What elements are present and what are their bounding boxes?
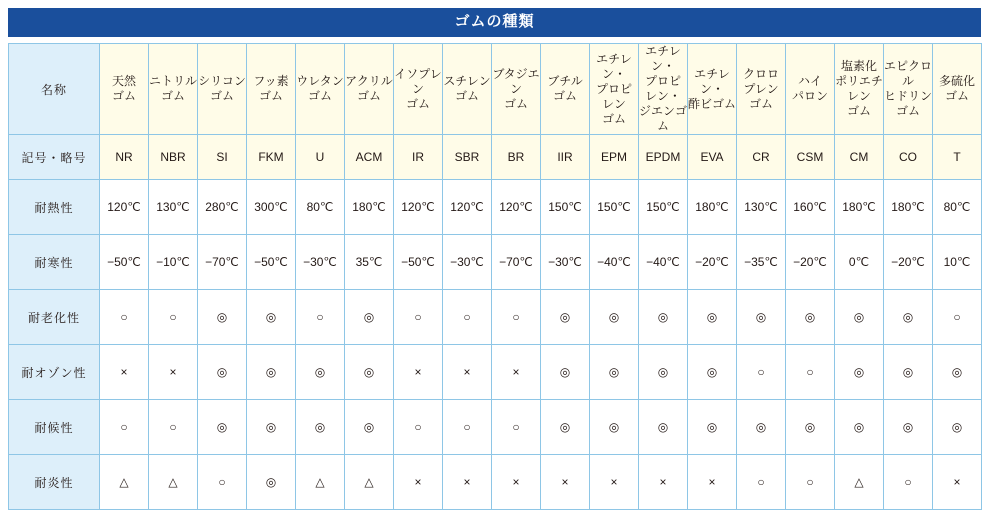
column-header-line: ゴム [258,89,283,103]
row-label-name: 名称 [9,44,100,135]
cold-value: −35℃ [737,235,786,290]
ozone-mark: ◎ [933,345,982,400]
weather-mark: ◎ [688,400,737,455]
table-row-abbr [9,135,982,180]
cold-value: −20℃ [786,235,835,290]
row-label-abbr: 記号・略号 [9,135,100,180]
aging-mark: ○ [100,290,149,345]
aging-mark: ○ [492,290,541,345]
weather-mark: ○ [149,400,198,455]
ozone-mark: ◎ [296,345,345,400]
ozone-mark: × [492,345,541,400]
heat-value: 130℃ [737,180,786,235]
flame-mark: △ [296,455,345,510]
abbr-cell: NR [100,135,149,180]
flame-mark: × [590,455,639,510]
cold-value: −50℃ [247,235,296,290]
heat-value: 120℃ [443,180,492,235]
weather-mark: ◎ [345,400,394,455]
column-header-line: ジエンゴム [639,104,688,133]
cold-value: −10℃ [149,235,198,290]
column-header-line: パロン [791,89,828,103]
heat-value: 280℃ [198,180,247,235]
aging-mark: ◎ [835,290,884,345]
heat-value: 120℃ [394,180,443,235]
abbr-cell: EPDM [639,135,688,180]
aging-mark: ◎ [737,290,786,345]
flame-mark: × [688,455,737,510]
cold-value: −70℃ [492,235,541,290]
weather-mark: ◎ [296,400,345,455]
ozone-mark: ◎ [639,345,688,400]
flame-mark: ○ [737,455,786,510]
column-header-line: ゴム [944,89,969,103]
table-row-weather [9,400,982,455]
heat-value: 160℃ [786,180,835,235]
cold-value: −50℃ [394,235,443,290]
page-title: ゴムの種類 [8,8,981,37]
ozone-mark: ○ [737,345,786,400]
column-header-acm [345,44,394,135]
column-header-line: プロピレン [595,81,632,111]
abbr-cell: SBR [443,135,492,180]
abbr-cell: U [296,135,345,180]
cold-value: −20℃ [688,235,737,290]
column-header-line: ゴム [454,89,479,103]
abbr-cell: SI [198,135,247,180]
abbr-cell: CSM [786,135,835,180]
table-row-ozone [9,345,982,400]
ozone-mark: ◎ [688,345,737,400]
column-header-line: エチレン・ [596,51,632,81]
column-header-line: ポリエチレン [835,74,883,103]
aging-mark: ◎ [786,290,835,345]
column-header-line: ゴム [503,96,528,111]
heat-value: 180℃ [835,180,884,235]
column-header-line: 塩素化 [840,59,877,73]
column-header-line: ブチル [547,74,583,88]
abbr-cell: CR [737,135,786,180]
column-header-line: ゴム [552,89,577,103]
column-header-line: エピクロル [884,59,933,88]
flame-mark: × [541,455,590,510]
row-label-flame: 耐炎性 [9,455,100,510]
cold-value: −40℃ [590,235,639,290]
row-label-aging: 耐老化性 [9,290,100,345]
cold-value: 35℃ [345,235,394,290]
flame-mark: ○ [198,455,247,510]
abbr-cell: EPM [590,135,639,180]
column-header-t [933,44,982,135]
weather-mark: ◎ [737,400,786,455]
ozone-mark: ◎ [247,345,296,400]
ozone-mark: × [394,345,443,400]
column-header-line: ゴム [160,89,185,103]
column-header-nr [100,44,149,135]
column-header-line: 多硫化 [938,74,975,88]
flame-mark: × [443,455,492,510]
flame-mark: × [639,455,688,510]
column-header-line: ゴム [307,89,332,103]
column-header-line: イソプレン [394,66,442,96]
column-header-line: プロピレン・ [644,74,681,103]
ozone-mark: ◎ [835,345,884,400]
column-header-u [296,44,345,135]
heat-value: 180℃ [345,180,394,235]
column-header-line: エチレン・ [645,44,681,73]
column-header-eva [688,44,737,135]
heat-value: 150℃ [541,180,590,235]
column-header-epdm [639,44,688,135]
heat-value: 180℃ [688,180,737,235]
column-header-epm [590,44,639,135]
weather-mark: ◎ [884,400,933,455]
weather-mark: ◎ [541,400,590,455]
column-header-line: ゴム [846,104,871,118]
abbr-cell: IR [394,135,443,180]
ozone-mark: ◎ [590,345,639,400]
column-header-line: ニトリル [149,74,198,88]
aging-mark: ◎ [345,290,394,345]
cold-value: 0℃ [835,235,884,290]
table-row-aging [9,290,982,345]
heat-value: 300℃ [247,180,296,235]
heat-value: 120℃ [100,180,149,235]
flame-mark: △ [835,455,884,510]
column-header-sbr [443,44,492,135]
weather-mark: ◎ [933,400,982,455]
flame-mark: ○ [786,455,835,510]
column-header-line: ゴム [601,111,626,126]
column-header-si [198,44,247,135]
row-label-weather: 耐候性 [9,400,100,455]
column-header-cm [835,44,884,135]
column-header-line: ウレタン [296,74,344,88]
weather-mark: ○ [394,400,443,455]
column-header-line: フッ素 [253,74,289,88]
aging-mark: ○ [296,290,345,345]
column-header-nbr [149,44,198,135]
abbr-cell: FKM [247,135,296,180]
ozone-mark: × [443,345,492,400]
column-header-line: ゴム [748,96,773,111]
aging-mark: ◎ [590,290,639,345]
flame-mark: × [933,455,982,510]
aging-mark: ◎ [247,290,296,345]
flame-mark: × [394,455,443,510]
column-header-line: ゴム [111,89,136,103]
weather-mark: ◎ [590,400,639,455]
aging-mark: ○ [933,290,982,345]
column-header-cr [737,44,786,135]
column-header-line: ゴム [895,104,920,118]
column-header-fkm [247,44,296,135]
column-header-co [884,44,933,135]
table-row-heat [9,180,982,235]
table-row-name [9,44,982,135]
column-header-br [492,44,541,135]
cold-value: −30℃ [296,235,345,290]
column-header-line: 酢ビゴム [688,96,737,111]
aging-mark: ◎ [639,290,688,345]
cold-value: −40℃ [639,235,688,290]
weather-mark: ◎ [835,400,884,455]
rubber-properties-table [8,43,982,510]
flame-mark: △ [100,455,149,510]
column-header-line: ゴム [356,89,381,103]
weather-mark: ◎ [639,400,688,455]
aging-mark: ◎ [884,290,933,345]
weather-mark: ○ [443,400,492,455]
cold-value: −30℃ [541,235,590,290]
aging-mark: ○ [394,290,443,345]
heat-value: 150℃ [590,180,639,235]
cold-value: −20℃ [884,235,933,290]
abbr-cell: IIR [541,135,590,180]
column-header-line: 天然 [111,74,136,88]
cold-value: 10℃ [933,235,982,290]
flame-mark: △ [345,455,394,510]
aging-mark: ◎ [198,290,247,345]
row-label-cold: 耐寒性 [9,235,100,290]
heat-value: 150℃ [639,180,688,235]
column-header-line: シリコン [198,74,246,88]
ozone-mark: ◎ [345,345,394,400]
abbr-cell: BR [492,135,541,180]
aging-mark: ○ [443,290,492,345]
heat-value: 80℃ [296,180,345,235]
ozone-mark: × [149,345,198,400]
cold-value: −30℃ [443,235,492,290]
abbr-cell: CM [835,135,884,180]
aging-mark: ◎ [541,290,590,345]
flame-mark: ◎ [247,455,296,510]
flame-mark: ○ [884,455,933,510]
weather-mark: ◎ [247,400,296,455]
abbr-cell: NBR [149,135,198,180]
abbr-cell: ACM [345,135,394,180]
row-label-heat: 耐熱性 [9,180,100,235]
column-header-line: ハイ [797,74,822,88]
flame-mark: × [492,455,541,510]
cold-value: −50℃ [100,235,149,290]
column-header-line: ゴム [405,96,430,111]
heat-value: 80℃ [933,180,982,235]
column-header-line: ヒドリン [884,89,933,103]
column-header-iir [541,44,590,135]
abbr-cell: T [933,135,982,180]
column-header-ir [394,44,443,135]
column-header-line: アクリル [345,74,393,88]
column-header-line: クロロ [742,66,779,81]
column-header-line: エチレン・ [694,66,730,96]
weather-mark: ○ [100,400,149,455]
table-row-cold [9,235,982,290]
ozone-mark: ◎ [541,345,590,400]
heat-value: 180℃ [884,180,933,235]
column-header-line: スチレン [443,74,491,88]
ozone-mark: × [100,345,149,400]
flame-mark: △ [149,455,198,510]
heat-value: 120℃ [492,180,541,235]
weather-mark: ○ [492,400,541,455]
aging-mark: ○ [149,290,198,345]
heat-value: 130℃ [149,180,198,235]
column-header-csm [786,44,835,135]
ozone-mark: ◎ [884,345,933,400]
weather-mark: ◎ [786,400,835,455]
weather-mark: ◎ [198,400,247,455]
ozone-mark: ◎ [198,345,247,400]
row-label-ozone: 耐オゾン性 [9,345,100,400]
abbr-cell: EVA [688,135,737,180]
cold-value: −70℃ [198,235,247,290]
column-header-line: プレン [743,81,779,96]
ozone-mark: ○ [786,345,835,400]
aging-mark: ◎ [688,290,737,345]
abbr-cell: CO [884,135,933,180]
table-row-flame [9,455,982,510]
column-header-line: ゴム [209,89,234,103]
column-header-line: ブタジエン [492,66,540,96]
